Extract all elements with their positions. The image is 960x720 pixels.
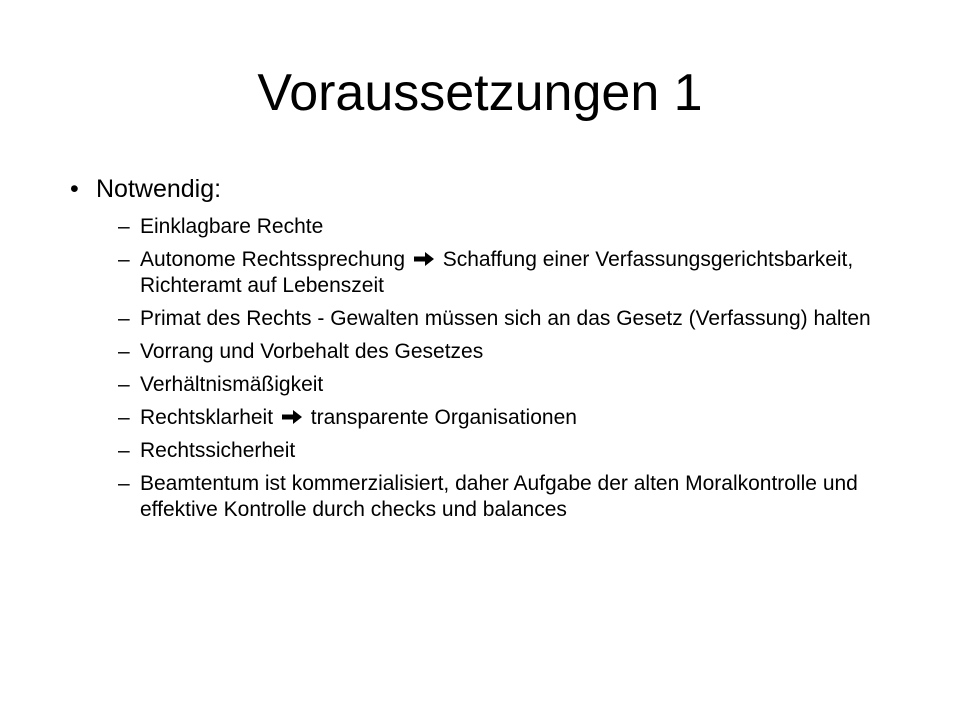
dash-marker: – xyxy=(118,307,130,330)
heading-text: Notwendig: xyxy=(96,175,222,203)
item-text: Vorrang und Vorbehalt des Gesetzes xyxy=(140,340,484,363)
list-item xyxy=(118,306,918,332)
item-text-before: Autonome Rechtssprechung xyxy=(140,248,405,271)
dash-marker: – xyxy=(118,340,130,363)
dash-marker: – xyxy=(118,406,130,429)
list-item xyxy=(118,438,918,464)
dash-marker: – xyxy=(118,472,130,495)
dash-marker: – xyxy=(118,439,130,462)
dash-marker: – xyxy=(118,373,130,396)
list-item xyxy=(118,339,918,365)
item-text: Primat des Rechts - Gewalten müssen sich an das Gesetz (Verfassung) halten xyxy=(140,307,871,330)
item-text: Verhältnismäßigkeit xyxy=(140,373,324,396)
item-text: Rechtssicherheit xyxy=(140,439,296,462)
list-item xyxy=(118,247,918,299)
dash-marker: – xyxy=(118,215,130,238)
item-text: Beamtentum ist kommerzialisiert, daher Aufgabe der alten Moralkontrolle und effektive Kontrolle durch checks und balances xyxy=(140,472,858,521)
bullet-heading xyxy=(70,172,221,206)
list-item xyxy=(118,372,918,398)
bullet-marker: • xyxy=(70,175,79,203)
slide-title: Voraussetzungen 1 xyxy=(257,64,703,122)
requirements-list xyxy=(118,214,918,530)
right-arrow-icon xyxy=(413,251,435,267)
list-item xyxy=(118,405,918,431)
right-arrow-icon xyxy=(281,409,303,425)
item-text-after: transparente Organisationen xyxy=(310,406,577,429)
list-item xyxy=(118,214,918,240)
list-item xyxy=(118,471,918,523)
item-text-before: Rechtsklarheit xyxy=(140,406,274,429)
item-text: Einklagbare Rechte xyxy=(140,215,324,238)
dash-marker: – xyxy=(118,248,130,271)
item-text-after: Schaffung einer Verfassungsgerichtsbarkeit, Richteramt auf Lebenszeit xyxy=(140,248,854,297)
